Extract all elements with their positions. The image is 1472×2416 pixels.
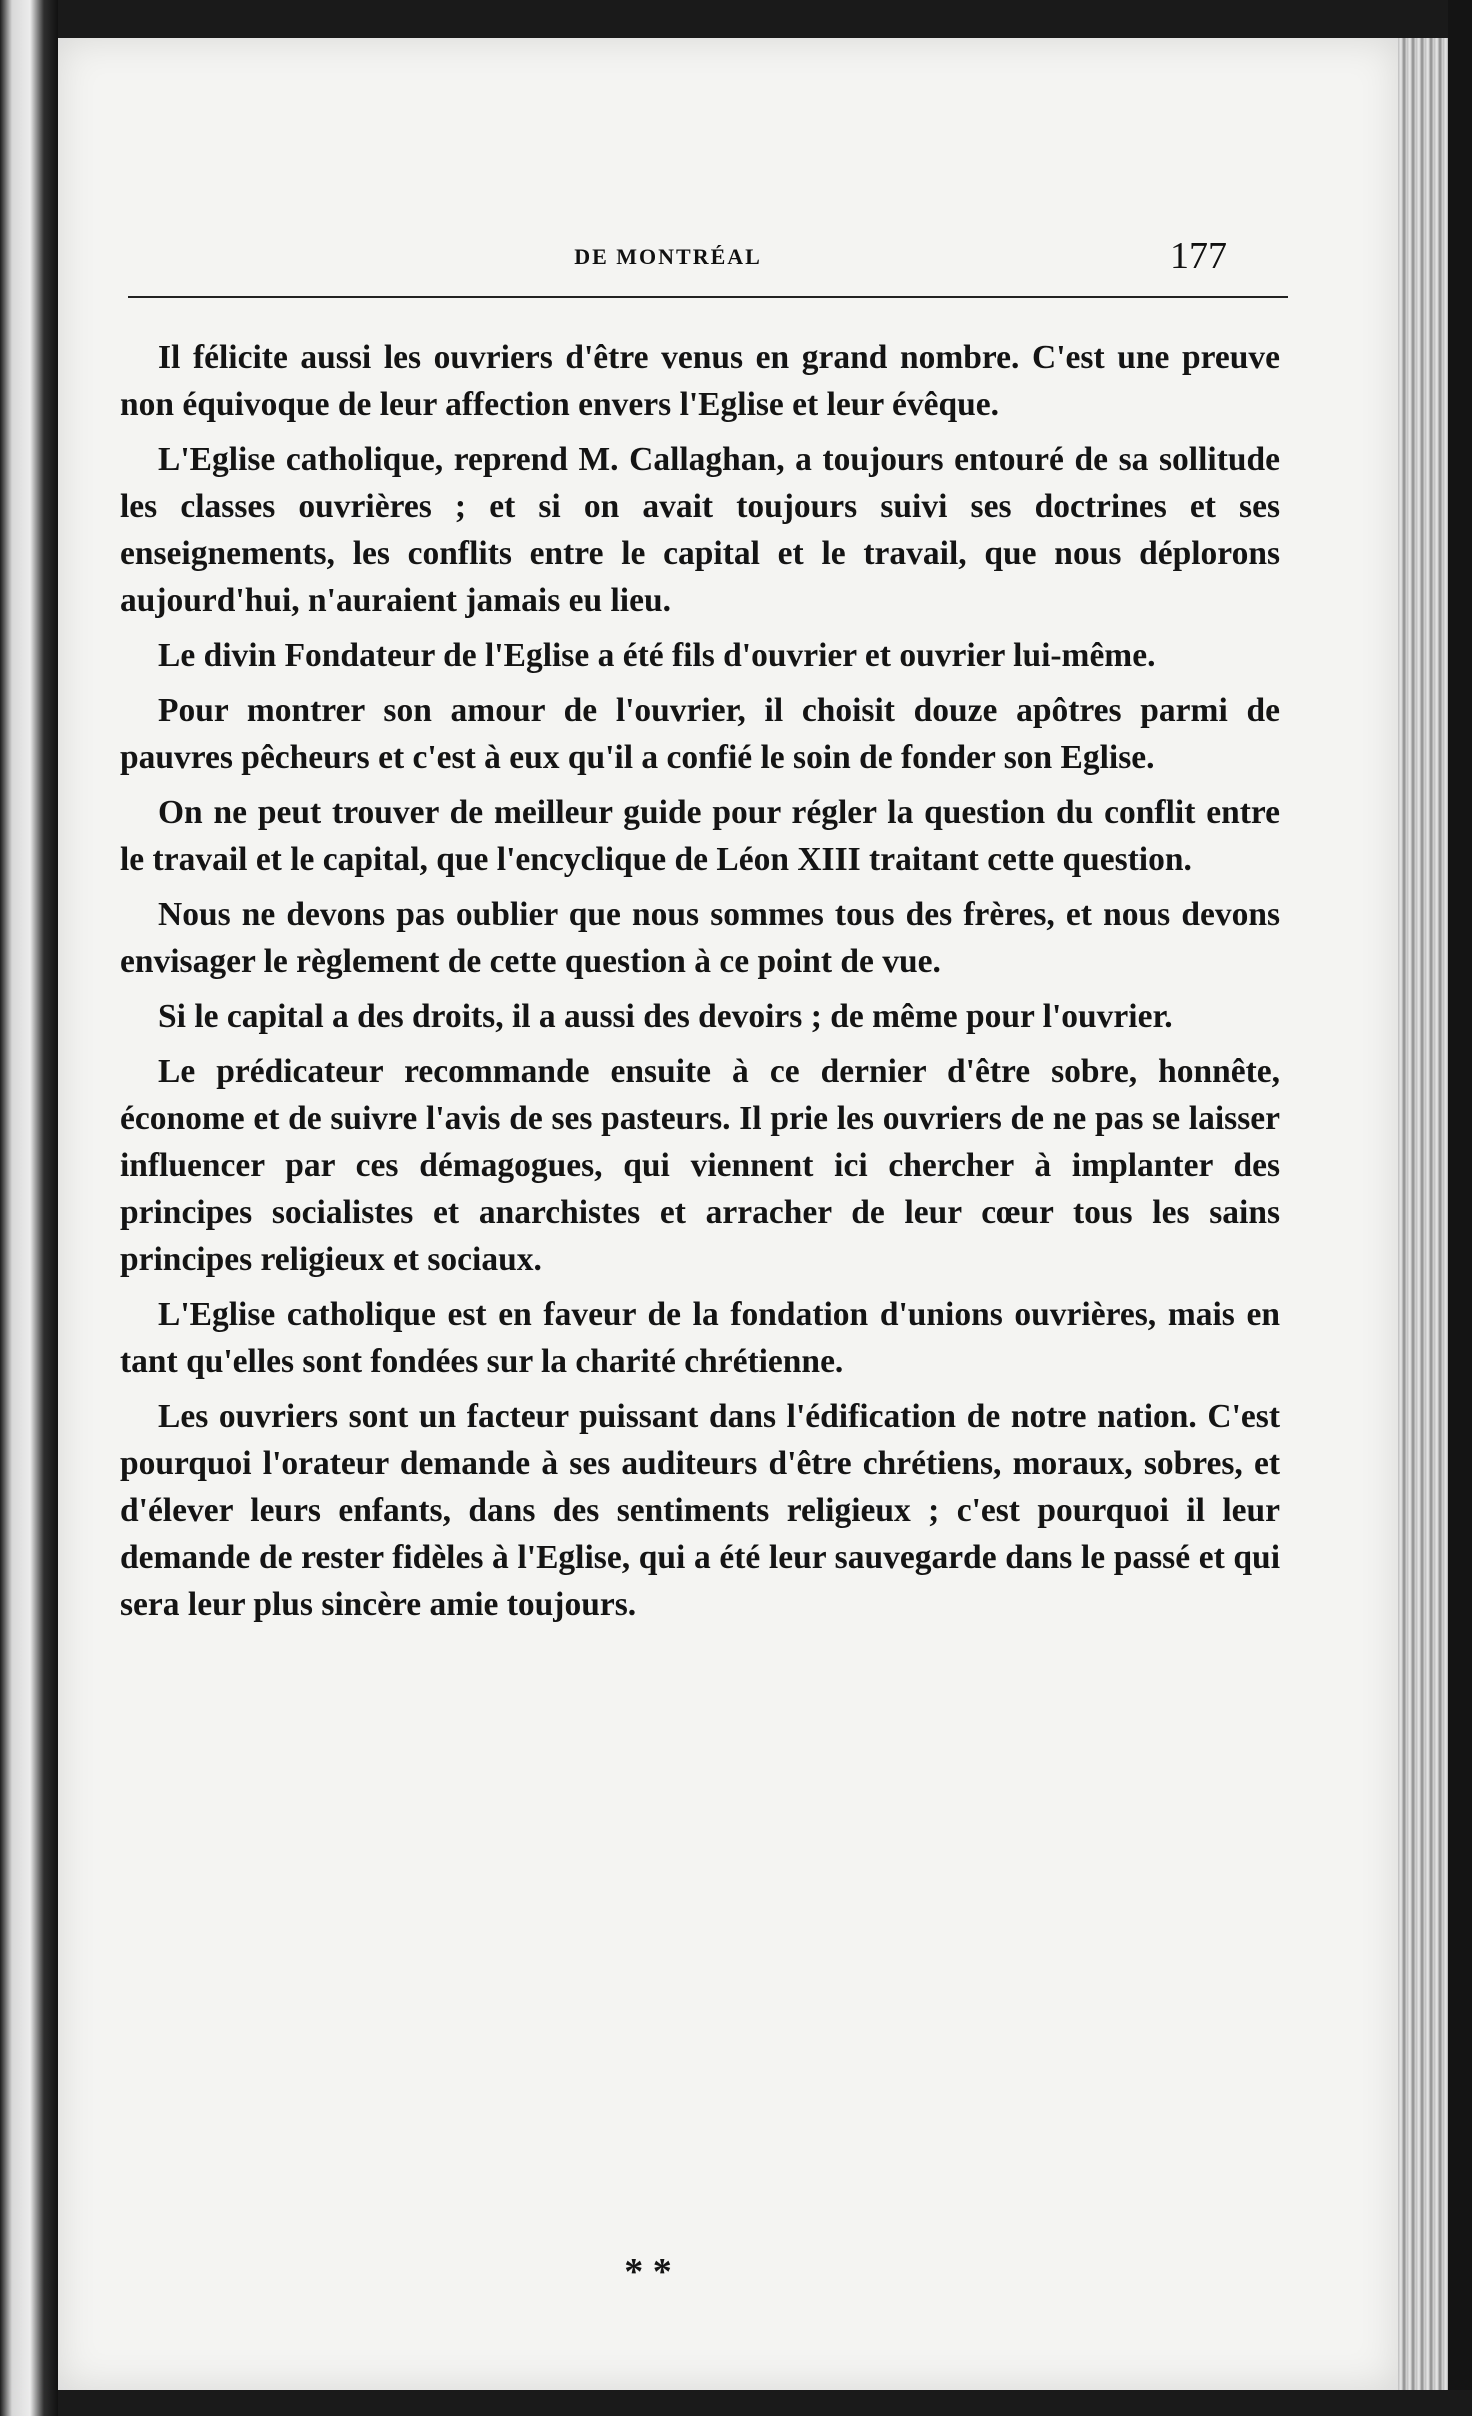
body-text [120, 334, 1280, 1636]
scan-top-border [58, 0, 1472, 38]
paragraph: Le divin Fondateur de l'Eglise a été fils d'ouvrier et ouvrier lui-même. [158, 637, 1156, 674]
paragraph: L'Eglise catholique est en faveur de la fondation d'unions ouvrières, mais en tant qu'elles sont fondées sur la charité chrétienne. [120, 1296, 1280, 1380]
paragraph: L'Eglise catholique, reprend M. Callaghan, a toujours entouré de sa sollitude les classes ouvrières ; et si on avait toujours suivi ses doctrines et ses enseignements, les conflits entre le capital et le travail, que nous déplorons aujourd'hui, n'auraient jamais eu lieu. [120, 441, 1280, 619]
page-fore-edge [1398, 38, 1448, 2390]
header-rule [128, 296, 1288, 298]
paragraph: Pour montrer son amour de l'ouvrier, il choisit douze apôtres parmi de pauvres pêcheurs et c'est à eux qu'il a confié le soin de fonder son Eglise. [120, 692, 1280, 776]
scan-right-border [1448, 0, 1472, 2416]
paragraph: Le prédicateur recommande ensuite à ce dernier d'être sobre, honnête, économe et de suivre l'avis de ses pasteurs. Il prie les ouvriers de ne pas se laisser influencer par ces démagogues, qui viennent ici chercher à implanter des principes socialistes et anarchistes et arracher de leur cœur tous les sains principes religieux et sociaux. [120, 1053, 1280, 1278]
paragraph: Il félicite aussi les ouvriers d'être venus en grand nombre. C'est une preuve non équivoque de leur affection envers l'Eglise et leur évêque. [120, 339, 1280, 423]
paragraph: Nous ne devons pas oublier que nous sommes tous des frères, et nous devons envisager le règlement de cette question à ce point de vue. [120, 896, 1280, 980]
previous-page-edge [0, 0, 58, 2416]
page-number: 177 [1170, 235, 1227, 277]
scan-bottom-border [58, 2390, 1472, 2416]
paragraph: Les ouvriers sont un facteur puissant dans l'édification de notre nation. C'est pourquoi l'orateur demande à ses auditeurs d'être chrétiens, moraux, sobres, et d'élever leurs enfants, dans des sentiments religieux ; c'est pourquoi il leur demande de rester fidèles à l'Eglise, qui a été leur sauvegarde dans le passé et qui sera leur plus sincère amie toujours. [120, 1398, 1280, 1623]
book-page [58, 38, 1398, 2390]
running-title: DE MONTRÉAL [574, 244, 762, 269]
section-break-asterism: * * [624, 2251, 672, 2293]
paragraph: Si le capital a des droits, il a aussi des devoirs ; de même pour l'ouvrier. [158, 998, 1173, 1035]
paragraph: On ne peut trouver de meilleur guide pour régler la question du conflit entre le travail et le capital, que l'encyclique de Léon XIII traitant cette question. [120, 794, 1280, 878]
